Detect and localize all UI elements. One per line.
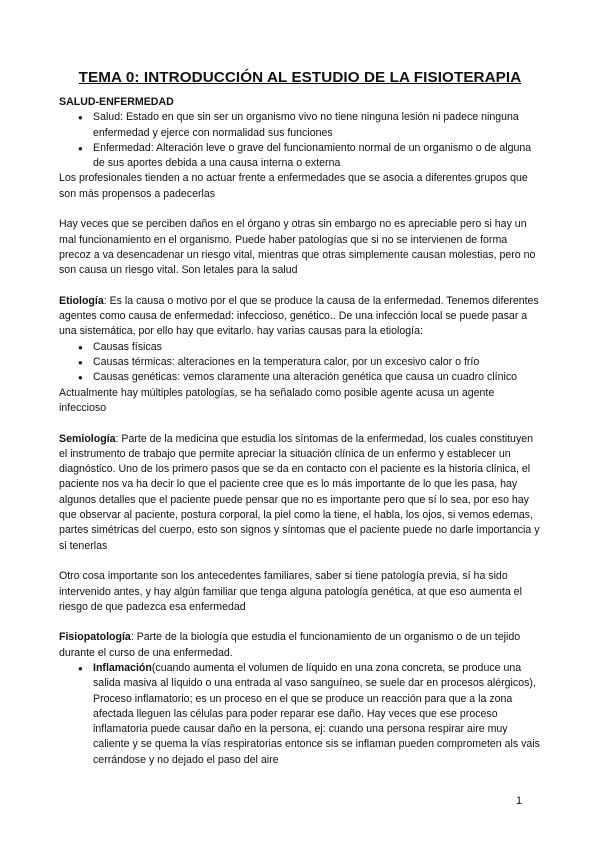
term-etiologia: Etiología: [59, 294, 104, 307]
list-item: [93, 661, 541, 768]
list-item: ● Enfermedad: Alteración leve o grave del funcionamiento normal de un organismo o de alguna de sus aportes debida a una causa interna o externa: [93, 141, 541, 172]
semiologia-text: : Parte de la medicina que estudia los síntomas de la enfermedad, los cuales constituyen el instrumento de trabajo que permite apreciar la situación clínica de un enfermo y establecer un diagnóstico. Uno de los primero pasos que se da en contacto con el paciente es la historia clínica, el paciente nos va ha decir lo que el paciente cree que es lo más importante de lo que les pasa, hay algunos detalles que el paciente puede pensar que no es importante pero que sí lo sea, por eso hay que observar al paciente, postura corporal, la piel como la tiene, el habla, los ojos, si vemos edemas, partes simétricas del cuerpo, esto son signos y síntomas que el paciente puede no darle importancia y si tenerlas: [59, 432, 540, 552]
semiologia-paragraph: [59, 432, 541, 554]
inflamacion-text-2: Proceso inflamatorio; es un proceso en el que se produce un reacción para que a la zona afectada lleguen las células para poder reparar ese daño. Hay veces que ese proceso inflamatoria puede causar daño en la persona, ej: cuando una persona respirar aire muy caliente y se quema la vías respiratorias entonce sis se inflaman pueden comprometen als vais cerrándose y no dejado el paso del aire: [93, 692, 540, 766]
inflamacion-text: (cuando aumenta el volumen de líquido en una zona concreta, se produce una salida masiva al líquido o una entrada al vaso sanguíneo, se suele dar en procesos alérgicos),: [93, 661, 536, 690]
fisiopatologia-text: : Parte de la biología que estudia el funcionamiento de un organismo o de un tejido durante el curso de una enfermedad.: [59, 631, 521, 659]
term-semiologia: Semiología: [59, 432, 116, 445]
list-item: ● Causas térmicas: alteraciones en la temperatura calor, por un excesivo calor o frío: [93, 355, 541, 370]
term-fisiopatologia: Fisiopatología: [59, 631, 131, 644]
paragraph: Los profesionales tienden a no actuar frente a enfermedades que se asocia a diferentes grupos que son más propensos a padecerlas: [59, 172, 528, 200]
etiologia-list: [59, 340, 541, 386]
etiologia-paragraph: [59, 294, 541, 340]
page-title: TEMA 0: INTRODUCCIÓN AL ESTUDIO DE LA FISIOTERAPIA: [78, 69, 522, 86]
paragraph: Actualmente hay múltiples patologías, se ha señalado como posible agente acusa un agente infeccioso: [59, 386, 495, 414]
list-item: ● Causas genéticas: vemos claramente una alteración genética que causa un cuadro clínico: [93, 370, 541, 385]
document-body: [59, 95, 541, 768]
section-heading-salud: SALUD-ENFERMEDAD: [59, 96, 174, 108]
list-item: ● Salud: Estado en que sin ser un organismo vivo no tiene ninguna lesión ni padece ninguna enfermedad y ejerce con normalidad sus funciones: [93, 110, 541, 141]
fisiopatologia-list: [59, 661, 541, 768]
paragraph: Hay veces que se perciben daños en el órgano y otras sin embargo no es apreciable pero si hay un mal funcionamiento en el organismo. Puede haber patologías que si no se intervienen de forma precoz a va desencadenar un riesgo vital, mientras que otras simplemente causan molestias, pero no son causa un riesgo vital. Son letales para la salud: [59, 218, 536, 277]
fisiopatologia-paragraph: [59, 630, 541, 661]
term-inflamacion: Inflamación: [93, 661, 152, 674]
salud-list: [59, 110, 541, 171]
etiologia-text: : Es la causa o motivo por el que se produce la causa de la enfermedad. Tenemos diferentes agentes como causa de enfermedad: infeccioso, genético.. De una infección local se puede pasar a una sistemática, por ello hay que evitarlo. hay varias causas para la etiología:: [59, 294, 539, 338]
paragraph: Otro cosa importante son los antecedentes familiares, saber si tiene patología previa, sí ha sido intervenido antes, y hay algún familiar que tenga alguna patología genética, at que eso aumenta el riesgo de que padezca esa enfermedad: [59, 570, 522, 613]
page-number: 1: [516, 795, 522, 807]
list-item: ● Causas físicas: [93, 340, 541, 355]
